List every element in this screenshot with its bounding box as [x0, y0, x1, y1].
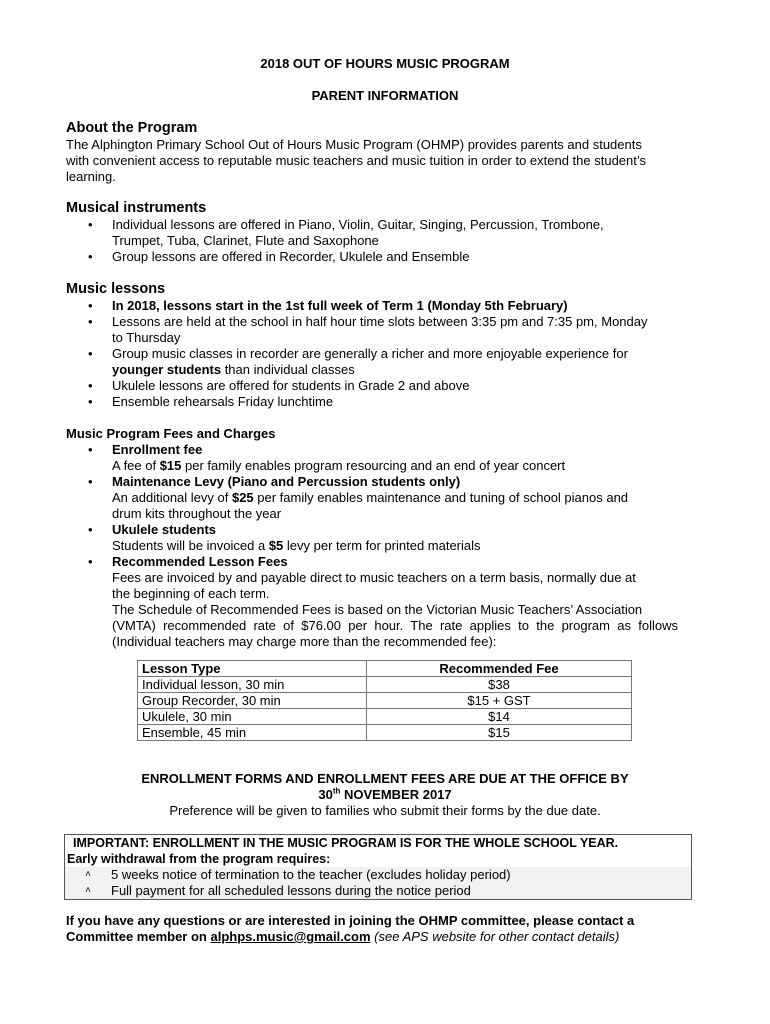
preference-note: Preference will be given to families who submit their forms by the due date.	[169, 803, 601, 818]
list-item: • Ukulele students Students will be invoiced a $5 levy per term for printed materials	[66, 522, 678, 554]
email-link[interactable]: alphps.music@gmail.com	[210, 929, 371, 944]
document-subtitle: PARENT INFORMATION	[311, 88, 459, 103]
list-item: • Ensemble rehearsals Friday lunchtime	[66, 394, 716, 410]
list-item: ˄ Full payment for all scheduled lessons during the notice period	[65, 883, 691, 899]
arrowhead-bullet-icon: ˄	[85, 869, 91, 880]
table-row: Group Recorder, 30 min $15 + GST	[138, 693, 632, 709]
list-item: • Group lessons are offered in Recorder, Ukulele and Ensemble	[66, 249, 716, 265]
list-item: • Recommended Lesson Fees Fees are invoiced by and payable direct to music teachers on a term basis, normally due at the beginning of each term. The Schedule of Recommended Fees is based on the Victorian Music Teachers’ Association (VMTA) recommended rate of $76.00 per hour. The rate applies to the program as follows (Individual teachers may charge more than the recommended fee):	[66, 554, 678, 650]
due-notice-line-1: ENROLLMENT FORMS AND ENROLLMENT FEES ARE DUE AT THE OFFICE BY	[141, 771, 629, 786]
about-line-1: The Alphington Primary School Out of Hours Music Program (OHMP) provides parents and students	[66, 137, 642, 152]
list-item: • Lessons are held at the school in half hour time slots between 3:35 pm and 7:35 pm, Monday to Thursday	[66, 314, 716, 346]
list-item: • Maintenance Levy (Piano and Percussion students only) An additional levy of $25 per family enables maintenance and tuning of school pianos and drum kits throughout the year	[66, 474, 678, 522]
table-header-lesson-type: Lesson Type	[138, 661, 367, 677]
list-item: • Group music classes in recorder are generally a richer and more enjoyable experience for younger students than individual classes	[66, 346, 716, 378]
list-item: • In 2018, lessons start in the 1st full week of Term 1 (Monday 5th February)	[66, 298, 716, 314]
table-header-row	[138, 661, 632, 677]
lessons-list	[66, 298, 716, 410]
list-item: • Ukulele lessons are offered for students in Grade 2 and above	[66, 378, 716, 394]
about-heading: About the Program	[66, 120, 198, 136]
fees-list	[66, 442, 678, 650]
fee-table	[137, 660, 632, 741]
contact-line-2: Committee member on alphps.music@gmail.com (see APS website for other contact details)	[66, 929, 620, 944]
table-row: Individual lesson, 30 min $38	[138, 677, 632, 693]
important-notice-box	[64, 834, 692, 900]
list-item: • Individual lessons are offered in Piano, Violin, Guitar, Singing, Percussion, Trombone, Trumpet, Tuba, Clarinet, Flute and Saxophone	[66, 217, 716, 249]
about-line-2: with convenient access to reputable music teachers and music tuition in order to extend the student’s	[66, 153, 647, 168]
instruments-heading: Musical instruments	[66, 200, 207, 216]
table-row: Ukulele, 30 min $14	[138, 709, 632, 725]
important-heading: IMPORTANT: ENROLLMENT IN THE MUSIC PROGRAM IS FOR THE WHOLE SCHOOL YEAR.	[73, 836, 619, 850]
about-paragraph	[66, 137, 706, 185]
arrowhead-bullet-icon: ˄	[85, 885, 91, 896]
contact-line-1: If you have any questions or are interested in joining the OHMP committee, please contact a	[66, 913, 635, 928]
document-title: 2018 OUT OF HOURS MUSIC PROGRAM	[260, 56, 510, 71]
list-item: • Enrollment fee A fee of $15 per family enables program resourcing and an end of year concert	[66, 442, 678, 474]
instruments-list	[66, 217, 716, 265]
list-item: ˄ 5 weeks notice of termination to the teacher (excludes holiday period)	[65, 867, 691, 883]
lessons-heading: Music lessons	[66, 281, 166, 297]
table-header-recommended-fee: Recommended Fee	[367, 661, 632, 677]
fees-heading: Music Program Fees and Charges	[66, 426, 276, 441]
about-line-3: learning.	[66, 169, 116, 184]
withdrawal-heading: Early withdrawal from the program requires:	[67, 852, 331, 866]
due-date: 30th NOVEMBER 2017	[318, 786, 452, 802]
table-row: Ensemble, 45 min $15	[138, 725, 632, 741]
